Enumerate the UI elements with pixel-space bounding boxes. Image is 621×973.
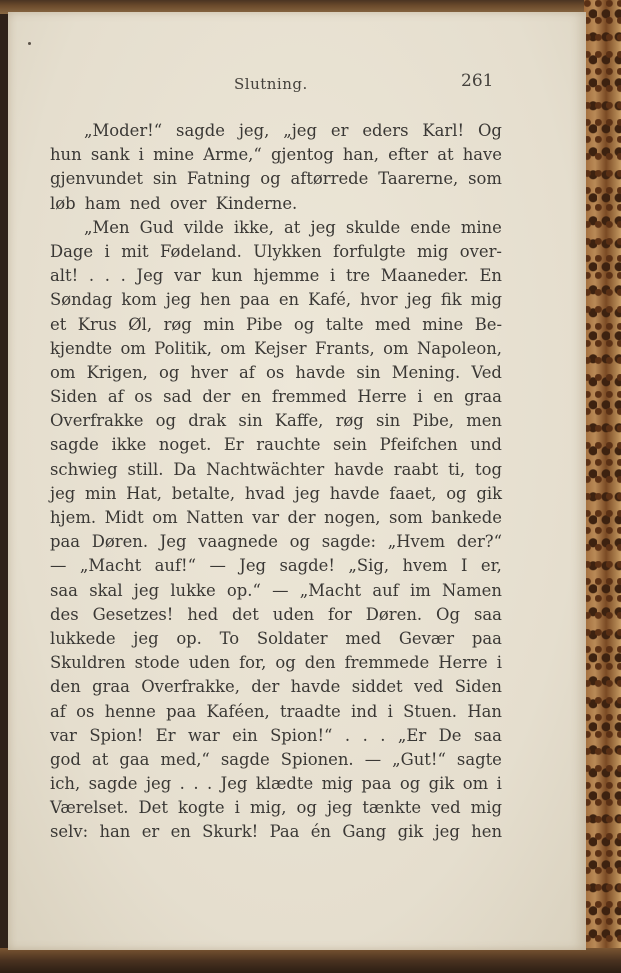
text-line: selv: han er en Skurk! Paa én Gang gik jeg hen	[50, 822, 502, 842]
text-line: sagde ikke noget. Er rauchte sein Pfeifchen und	[50, 435, 502, 455]
text-line: ich, sagde jeg . . . Jeg klædte mig paa og gik om i	[50, 774, 502, 794]
text-line: hun sank i mine Arme,“ gjentog han, efter at have	[50, 145, 502, 165]
text-line: kjendte om Politik, om Kejser Frants, om Napoleon,	[50, 338, 502, 358]
text-line: jeg min Hat, betalte, hvad jeg havde faaet, og gik	[50, 483, 502, 503]
text-line: hjem. Midt om Natten var der nogen, som bankede	[50, 508, 502, 527]
body-text	[50, 119, 502, 845]
text-line: paa Døren. Jeg vaagnede og sagde: „Hvem der?“	[50, 532, 502, 552]
text-line: schwieg still. Da Nachtwächter havde raabt ti, tog	[50, 459, 502, 479]
paragraph	[50, 119, 502, 216]
text-line: — „Macht auf!“ — Jeg sagde! „Sig, hvem I er,	[50, 556, 502, 576]
text-line: Skuldren stode uden for, og den fremmede Herre i	[50, 653, 502, 673]
running-head: Slutning.	[234, 75, 308, 93]
text-line: om Krigen, og hver af os havde sin Mening. Ved	[50, 362, 502, 382]
page-number: 261	[461, 71, 494, 91]
text-line: Søndag kom jeg hen paa en Kafé, hvor jeg fik mig	[50, 290, 502, 310]
paragraph	[50, 216, 502, 845]
text-line: des Gesetzes! hed det uden for Døren. Og saa	[50, 604, 502, 624]
text-line: alt! . . . Jeg var kun hjemme i tre Maaneder. En	[50, 266, 502, 286]
text-line: var Spion! Er war ein Spion!“ . . . „Er De saa	[50, 725, 502, 745]
text-line: Værelset. Det kogte i mig, og jeg tænkte ved mig	[50, 798, 502, 818]
text-line: Dage i mit Fødeland. Ulykken forfulgte mig over-	[50, 241, 502, 261]
book-page	[8, 12, 586, 950]
text-line: af os henne paa Kaféen, traadte ind i Stuen. Han	[50, 701, 502, 721]
text-line: Overfrakke og drak sin Kaffe, røg sin Pibe, men	[50, 411, 502, 431]
text-line: løb ham ned over Kinderne.	[50, 193, 298, 213]
text-line: gjenvundet sin Fatning og aftørrede Taarerne, som	[50, 169, 502, 189]
text-line: den graa Overfrakke, der havde siddet ved Siden	[50, 677, 502, 697]
text-line: Siden af os sad der en fremmed Herre i en graa	[50, 387, 502, 407]
text-line: saa skal jeg lukke op.“ — „Macht auf im Namen	[50, 580, 502, 600]
page-speck	[28, 42, 31, 45]
text-line: et Krus Øl, røg min Pibe og talte med mine Be-	[50, 314, 502, 334]
page-bottom-edge	[0, 948, 621, 973]
page-header	[8, 71, 586, 95]
text-line: god at gaa med,“ sagde Spionen. — „Gut!“ sagte	[50, 749, 502, 769]
foxed-book-edge	[584, 0, 621, 973]
text-line: „Men Gud vilde ikke, at jeg skulde ende mine	[84, 217, 502, 237]
text-line: „Moder!“ sagde jeg, „jeg er eders Karl! Og	[84, 121, 502, 140]
text-line: lukkede jeg op. To Soldater med Gevær paa	[50, 628, 502, 648]
